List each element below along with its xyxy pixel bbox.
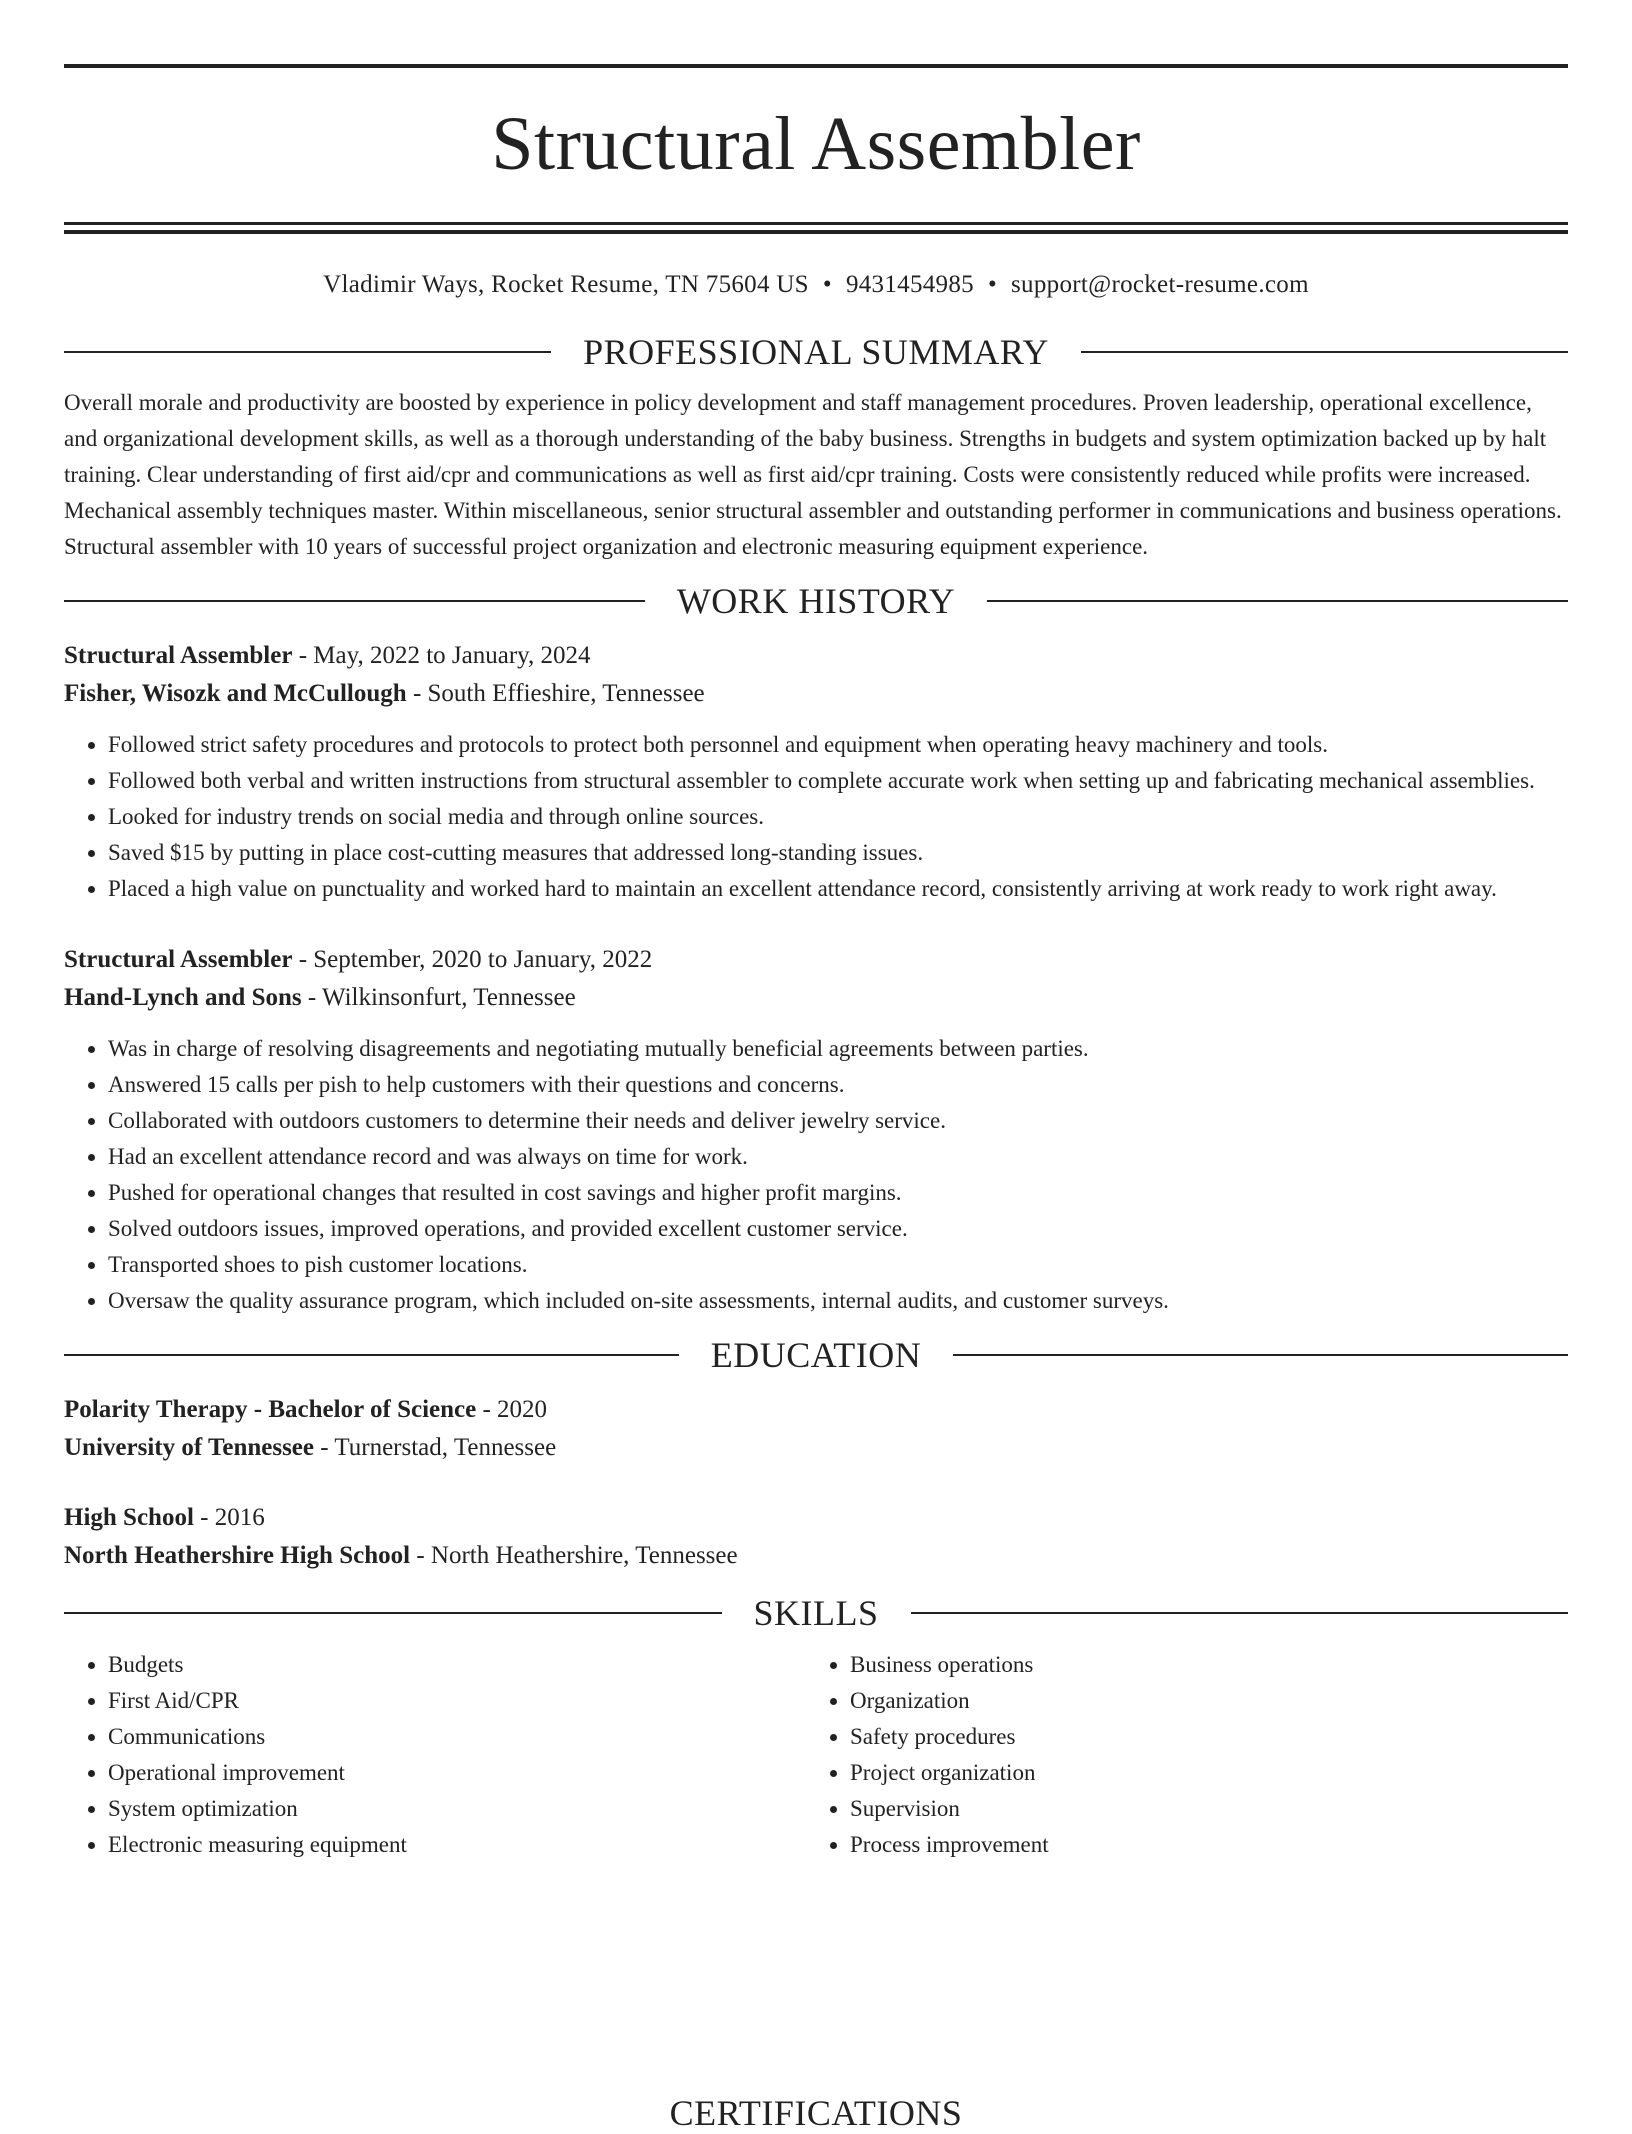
section-heading-education [64, 1333, 1568, 1377]
skill-item: • Communications [108, 1719, 806, 1755]
skill-item: • Supervision [850, 1791, 1548, 1827]
list-item: • Placed a high value on punctuality and worked hard to maintain an excellent attendance record, consistently arriving at work ready to work right away. [108, 871, 1568, 907]
education-school-line [64, 1429, 1568, 1467]
skill-item: • Electronic measuring equipment [108, 1827, 806, 1863]
list-item: • Transported shoes to pish customer locations. [108, 1247, 1568, 1283]
resume-title: Structural Assembler [491, 102, 1141, 186]
list-item: • Oversaw the quality assurance program, which included on-site assessments, internal audits, and customer surveys. [108, 1283, 1568, 1319]
education-location: - Turnerstad, Tennessee [314, 1434, 557, 1461]
education-year: - 2020 [476, 1396, 548, 1423]
list-item: • Pushed for operational changes that resulted in cost savings and higher profit margins. [108, 1175, 1568, 1211]
contact-separator: • [987, 271, 998, 298]
section-title-certifications: CERTIFICATIONS [669, 2093, 963, 2133]
list-item: • Was in charge of resolving disagreements and negotiating mutually beneficial agreements between parties. [108, 1031, 1568, 1067]
header [64, 64, 1568, 300]
list-item: • Saved $15 by putting in place cost-cutting measures that addressed long-standing issues. [108, 835, 1568, 871]
section-title: SKILLS [753, 1593, 879, 1633]
list-item: • Followed strict safety procedures and protocols to protect both personnel and equipment when operating heavy machinery and tools. [108, 727, 1568, 763]
job-bullets [64, 727, 1568, 907]
education-degree: Polarity Therapy - Bachelor of Science [64, 1396, 477, 1423]
skill-item: • Budgets [108, 1647, 806, 1683]
contact-email: support@rocket-resume.com [1011, 271, 1309, 298]
list-item: • Had an excellent attendance record and was always on time for work. [108, 1139, 1568, 1175]
section-title: EDUCATION [710, 1335, 922, 1375]
list-item: • Answered 15 calls per pish to help customers with their questions and concerns. [108, 1067, 1568, 1103]
skill-item: • Operational improvement [108, 1755, 806, 1791]
section-heading-skills [64, 1591, 1568, 1635]
job-title-line [64, 637, 1568, 675]
job-location: - South Effieshire, Tennessee [406, 680, 705, 707]
contact-phone: 9431454985 [845, 271, 974, 298]
job-company: Hand-Lynch and Sons [64, 984, 302, 1011]
job-dates: - September, 2020 to January, 2022 [292, 946, 653, 973]
job-company-line [64, 979, 1568, 1017]
title-double-rule [64, 222, 1568, 234]
skill-item: • First Aid/CPR [108, 1683, 806, 1719]
education-entry [64, 1499, 1568, 1575]
job-title-line [64, 941, 1568, 979]
job-bullets [64, 1031, 1568, 1319]
job-entry [64, 637, 1568, 907]
list-item: • Followed both verbal and written instructions from structural assembler to complete accurate work when setting up and fabricating mechanical assemblies. [108, 763, 1568, 799]
skill-item: • System optimization [108, 1791, 806, 1827]
skills-column-left [64, 1647, 806, 1863]
section-heading-work-history [64, 579, 1568, 623]
skills-list [64, 1647, 1568, 1863]
skill-item: • Project organization [850, 1755, 1548, 1791]
education-year: - 2016 [193, 1504, 265, 1531]
job-location: - Wilkinsonfurt, Tennessee [301, 984, 576, 1011]
education-school: University of Tennessee [64, 1434, 314, 1461]
list-item: • Collaborated with outdoors customers to determine their needs and deliver jewelry service. [108, 1103, 1568, 1139]
job-entry [64, 941, 1568, 1319]
education-degree-line [64, 1391, 1568, 1429]
skill-item: • Process improvement [850, 1827, 1548, 1863]
skill-item: • Business operations [850, 1647, 1548, 1683]
education-degree: High School [64, 1504, 194, 1531]
resume-page [64, 0, 1568, 2133]
contact-address: Vladimir Ways, Rocket Resume, TN 75604 US [323, 271, 809, 298]
education-school-line [64, 1537, 1568, 1575]
contact-separator: • [822, 271, 832, 298]
skill-item: • Organization [850, 1683, 1548, 1719]
job-company-line [64, 675, 1568, 713]
section-heading-summary [64, 330, 1568, 374]
education-school: North Heathershire High School [64, 1542, 411, 1569]
section-title: WORK HISTORY [676, 581, 956, 621]
skills-column-right [806, 1647, 1548, 1863]
job-title: Structural Assembler [64, 642, 293, 669]
job-company: Fisher, Wisozk and McCullough [64, 680, 407, 707]
section-title: PROFESSIONAL SUMMARY [583, 332, 1049, 372]
list-item: • Looked for industry trends on social media and through online sources. [108, 799, 1568, 835]
summary-text: Overall morale and productivity are boosted by experience in policy development and staff management procedures. Proven leadership, operational excellence, and organizational development skills, as well as a thorough understanding of the baby business. Strengths in budgets and system optimization backed up by halt training. Clear understanding of first aid/cpr and communications as well as first aid/cpr training. Costs were consistently reduced while profits were increased. Mechanical assembly techniques master. Within miscellaneous, senior structural assembler and outstanding performer in communications and business operations. Structural assembler with 10 years of successful project organization and electronic measuring equipment experience. [64, 390, 1562, 559]
skill-item: • Safety procedures [850, 1719, 1548, 1755]
job-dates: - May, 2022 to January, 2024 [292, 642, 591, 669]
top-rule [64, 64, 1568, 68]
job-title: Structural Assembler [64, 946, 293, 973]
list-item: • Solved outdoors issues, improved operations, and provided excellent customer service. [108, 1211, 1568, 1247]
education-entry [64, 1391, 1568, 1467]
education-location: - North Heathershire, Tennessee [410, 1542, 738, 1569]
contact-line [64, 270, 1568, 300]
education-degree-line [64, 1499, 1568, 1537]
